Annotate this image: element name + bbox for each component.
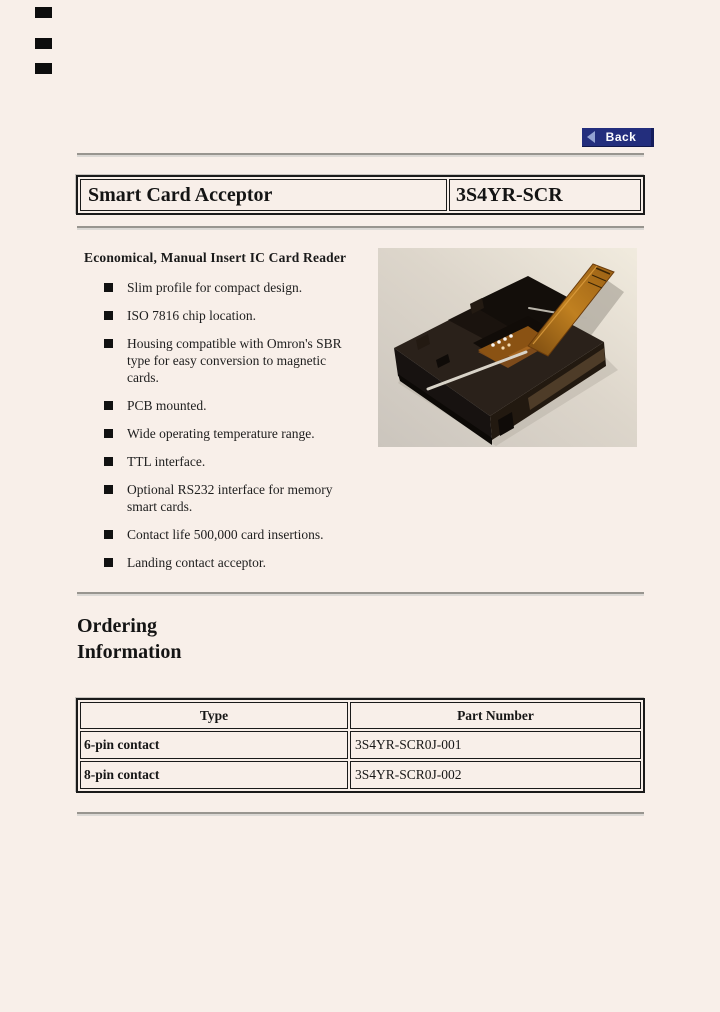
list-item (104, 453, 348, 470)
list-item (104, 554, 348, 571)
corner-mark (35, 63, 52, 74)
list-item (104, 279, 348, 296)
feature-text: ISO 7816 chip location. (127, 308, 256, 323)
feature-text: Slim profile for compact design. (127, 280, 303, 295)
square-bullet-icon (104, 530, 113, 539)
ordering-heading (77, 613, 181, 665)
corner-mark (35, 38, 52, 49)
back-button[interactable] (582, 128, 654, 147)
list-item (104, 481, 348, 515)
column-header-part-number: Part Number (350, 702, 641, 729)
horizontal-rule (77, 592, 644, 596)
ordering-heading-line1: Ordering (77, 615, 157, 637)
feature-text: Landing contact acceptor. (127, 555, 267, 570)
features-heading: Economical, Manual Insert IC Card Reader (84, 250, 347, 265)
model-number: 3S4YR-SCR (449, 179, 641, 211)
horizontal-rule (77, 153, 644, 157)
table-cell-part-number: 3S4YR-SCR0J-001 (350, 731, 641, 759)
column-header-type: Type (80, 702, 348, 729)
list-item (104, 526, 348, 543)
list-item (104, 335, 348, 386)
table-cell-part-number: 3S4YR-SCR0J-002 (350, 761, 641, 789)
back-arrow-icon (587, 131, 595, 143)
features-list (104, 279, 348, 582)
title-table (76, 175, 645, 215)
feature-text: Optional RS232 interface for memory smart cards. (127, 482, 333, 514)
table-cell-type: 8-pin contact (80, 761, 348, 789)
square-bullet-icon (104, 457, 113, 466)
list-item (104, 397, 348, 414)
horizontal-rule (77, 226, 644, 230)
square-bullet-icon (104, 429, 113, 438)
square-bullet-icon (104, 339, 113, 348)
product-photo (378, 248, 637, 447)
feature-text: Housing compatible with Omron's SBR type for easy conversion to magnetic cards. (127, 336, 342, 385)
ordering-heading-line2: Information (77, 641, 182, 663)
square-bullet-icon (104, 558, 113, 567)
ordering-table (76, 698, 645, 793)
feature-text: PCB mounted. (127, 398, 207, 413)
square-bullet-icon (104, 485, 113, 494)
table-cell-type: 6-pin contact (80, 731, 348, 759)
back-button-label: Back (605, 130, 637, 144)
feature-text: TTL interface. (127, 454, 206, 469)
corner-mark (35, 7, 52, 18)
square-bullet-icon (104, 311, 113, 320)
feature-text: Wide operating temperature range. (127, 426, 315, 441)
horizontal-rule (77, 812, 644, 816)
feature-text: Contact life 500,000 card insertions. (127, 527, 324, 542)
square-bullet-icon (104, 401, 113, 410)
list-item (104, 425, 348, 442)
product-name: Smart Card Acceptor (80, 179, 447, 211)
square-bullet-icon (104, 283, 113, 292)
list-item (104, 307, 348, 324)
